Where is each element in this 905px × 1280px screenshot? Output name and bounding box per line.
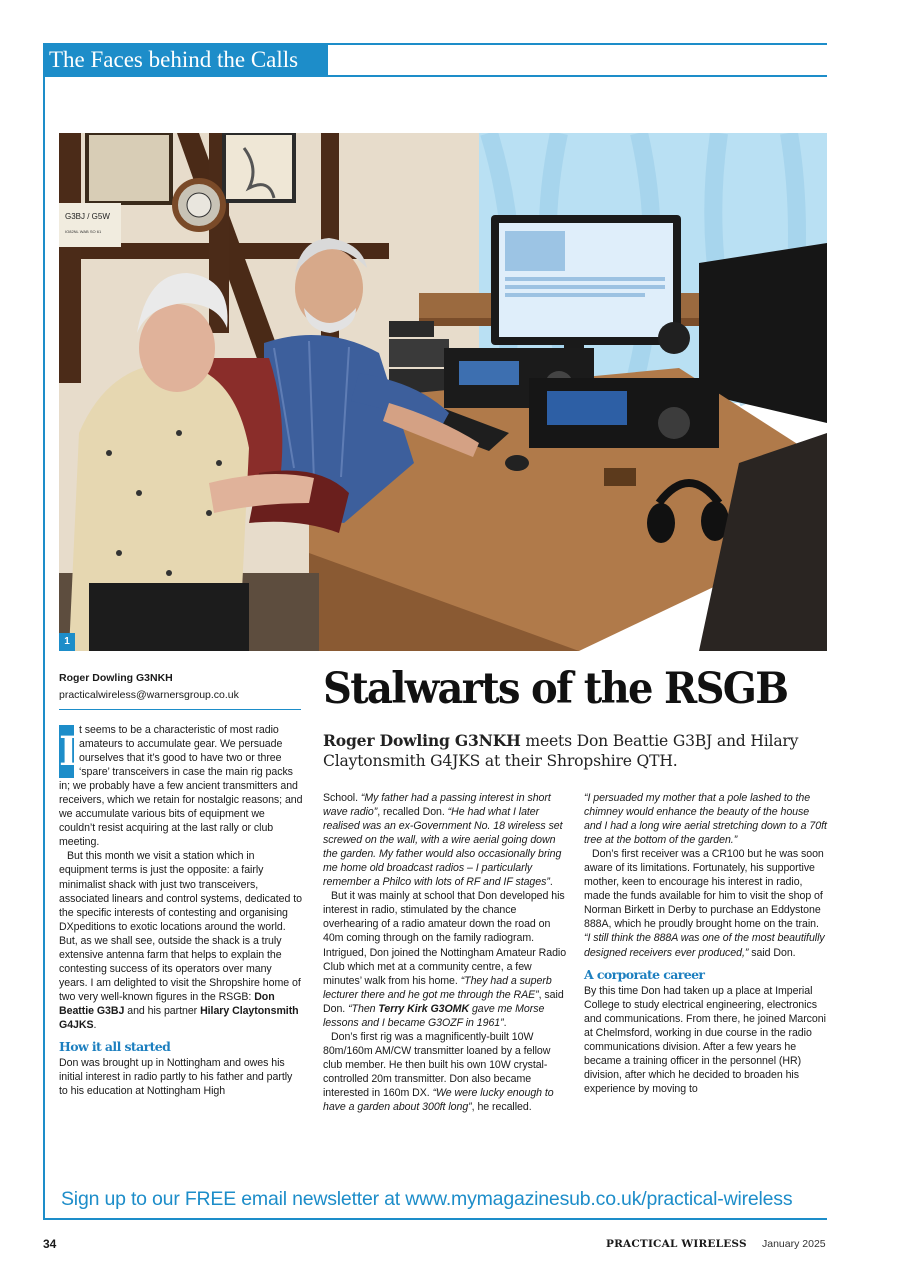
- author-name: Roger Dowling G3NKH: [59, 672, 173, 684]
- paragraph-text: But this month we visit a station which in equipment terms is just the opposite: a fairly minimalist shack with just two transceivers, associated linears and control systems, dedicated to the specific interests of contesting and organising DXpeditions to exotic locations around the world. But, as we shall see, outside the shack is a truly extensive antenna farm that helps to explain the contesting success of its operators over many years. I am delighted to visit the Shropshire home of two very well-known figures in the RSGB:: [59, 850, 302, 1003]
- author-email[interactable]: practicalwireless@warnersgroup.co.uk: [59, 689, 239, 701]
- standfirst-author: Roger Dowling G3NKH: [323, 731, 521, 750]
- paragraph-text: , said Don.: [323, 988, 564, 1015]
- paragraph-text: .: [549, 876, 553, 889]
- page-number: 34: [43, 1237, 57, 1251]
- quote: “Then: [348, 1002, 379, 1015]
- paragraph: [323, 889, 568, 1029]
- paragraph-text: .: [93, 1018, 97, 1031]
- paragraph: [59, 849, 303, 1032]
- name-don: Don Beattie G3BJ: [59, 990, 275, 1017]
- sign-text-line2: IO82NL WAB SO 61: [65, 229, 102, 234]
- page-left-rule: [43, 77, 45, 1219]
- quote: “He had what I later realised was an ex-Government No. 18 wireless set screwed on the wall, with a wire aerial going down the garden. My father would also occasionally bring me home old broadcast radios – I particularly remember a Philco with lots of RF and IF stages”: [323, 806, 563, 889]
- newsletter-rule: [43, 1218, 827, 1220]
- quote: “I persuaded my mother that a pole lashed to the chimney would enhance the beauty of the house and I had a long wire aerial stretching down to a 70ft tree at the bottom of the garden.”: [584, 792, 827, 847]
- section-title: The Faces behind the Calls: [43, 43, 328, 77]
- header-rule-bottom: [328, 75, 827, 77]
- article-column-2: [323, 791, 568, 1114]
- article-column-1: [59, 723, 303, 1098]
- standfirst-text: meets Don Beattie G3BJ and Hilary Claytonsmith G4JKS at their Shropshire QTH.: [323, 732, 799, 770]
- paragraph-text: t seems to be a characteristic of most radio amateurs to accumulate gear. We persuade ourselves that it’s good to have two or three ‘spare’ transceivers in case the main rig packs in; we probably have a few ancient transmitters and receivers, which we retain for nostalgic reasons; and we accumulate various bits of equipment we couldn’t resist acquiring at the last rally or club meeting.: [59, 724, 303, 849]
- paragraph-text: , he recalled.: [471, 1101, 532, 1114]
- article-headline: Stalwarts of the RSGB: [323, 664, 788, 714]
- quote: “They had a superb lecturer there and he got me through the RAE”: [323, 974, 552, 1001]
- subheading: A corporate career: [584, 966, 705, 982]
- paragraph: [323, 1030, 568, 1114]
- quote: “My father had a passing interest in short wave radio”: [323, 792, 551, 819]
- callsign-sign: [59, 203, 121, 247]
- paragraph: [584, 847, 828, 959]
- author-rule: [59, 709, 301, 710]
- paragraph: [323, 791, 568, 889]
- paragraph-text: School.: [323, 792, 361, 804]
- paragraph: Don was brought up in Nottingham and owes his initial interest in radio partly to his father and partly to his education at Nottingham High: [59, 1057, 293, 1098]
- paragraph-text: , recalled Don.: [377, 806, 448, 819]
- photo-number-badge: 1: [59, 633, 75, 651]
- name-hilary: Hilary Claytonsmith G4JKS: [59, 1004, 299, 1031]
- paragraph-text: Don’s first receiver was a CR100 but he was soon aware of its limitations. Fortunately, his supportive mother, keen to encourage his interest in radio, made the funds available for him to visit the shop of Norman Birkett in Derby to purchase an Eddystone 888A, which he proudly brought home on the train.: [584, 848, 824, 931]
- quote: gave me Morse lessons and I became G3OZF in 1961”: [323, 1002, 545, 1029]
- sign-text-line1: G3BJ / G5W: [65, 212, 110, 221]
- paragraph-text: .: [503, 1016, 507, 1029]
- quote: “I still think the 888A was one of the most beautifully designed receivers ever produced,”: [584, 932, 825, 959]
- paragraph-text: But it was mainly at school that Don developed his interest in radio, stimulated by the chance overhearing of a radio amateur down the road on 40m coming through on the family radiogram. Intrigued, Don joined the Nottingham Amateur Radio Club which met at a community centre, a few minutes’ walk from his home.: [323, 890, 567, 987]
- issue-date: January 2025: [762, 1238, 826, 1250]
- quote: “We were lucky enough to have a garden about 300ft long”: [323, 1086, 554, 1114]
- name-terry: Terry Kirk G3OMK: [378, 1002, 470, 1015]
- header-rule-top: [328, 43, 827, 45]
- paragraph-text: and his partner: [124, 1004, 201, 1017]
- paragraph: By this time Don had taken up a place at Imperial College to study electrical engineering, electronics and communications. From there, he joined Marconi at Chelmsford, working in due course in the radio communications division. After a few years he became a training officer in the personnel (HR) division, after which he decided to broaden his experience by moving to: [584, 984, 826, 1095]
- newsletter-signup-link[interactable]: Sign up to our FREE email newsletter at www.mymagazinesub.co.uk/practical-wireless: [61, 1188, 793, 1210]
- drop-cap: I: [59, 725, 74, 778]
- paragraph-text: said Don.: [748, 946, 796, 959]
- magazine-name: PRACTICAL WIRELESS: [606, 1238, 747, 1250]
- article-column-3: [584, 791, 828, 1096]
- paragraph-text: Don’s first rig was a magnificently-built 10W 80m/160m AM/CW transmitter loaned by a fellow club member. He then built his own 10W crystal-controlled 20m transmitter. Don also became interested in 160m DX.: [323, 1030, 551, 1099]
- subheading: How it all started: [59, 1039, 171, 1055]
- article-standfirst: [323, 731, 823, 771]
- shack-photo: [59, 133, 827, 651]
- paragraph: [59, 723, 303, 849]
